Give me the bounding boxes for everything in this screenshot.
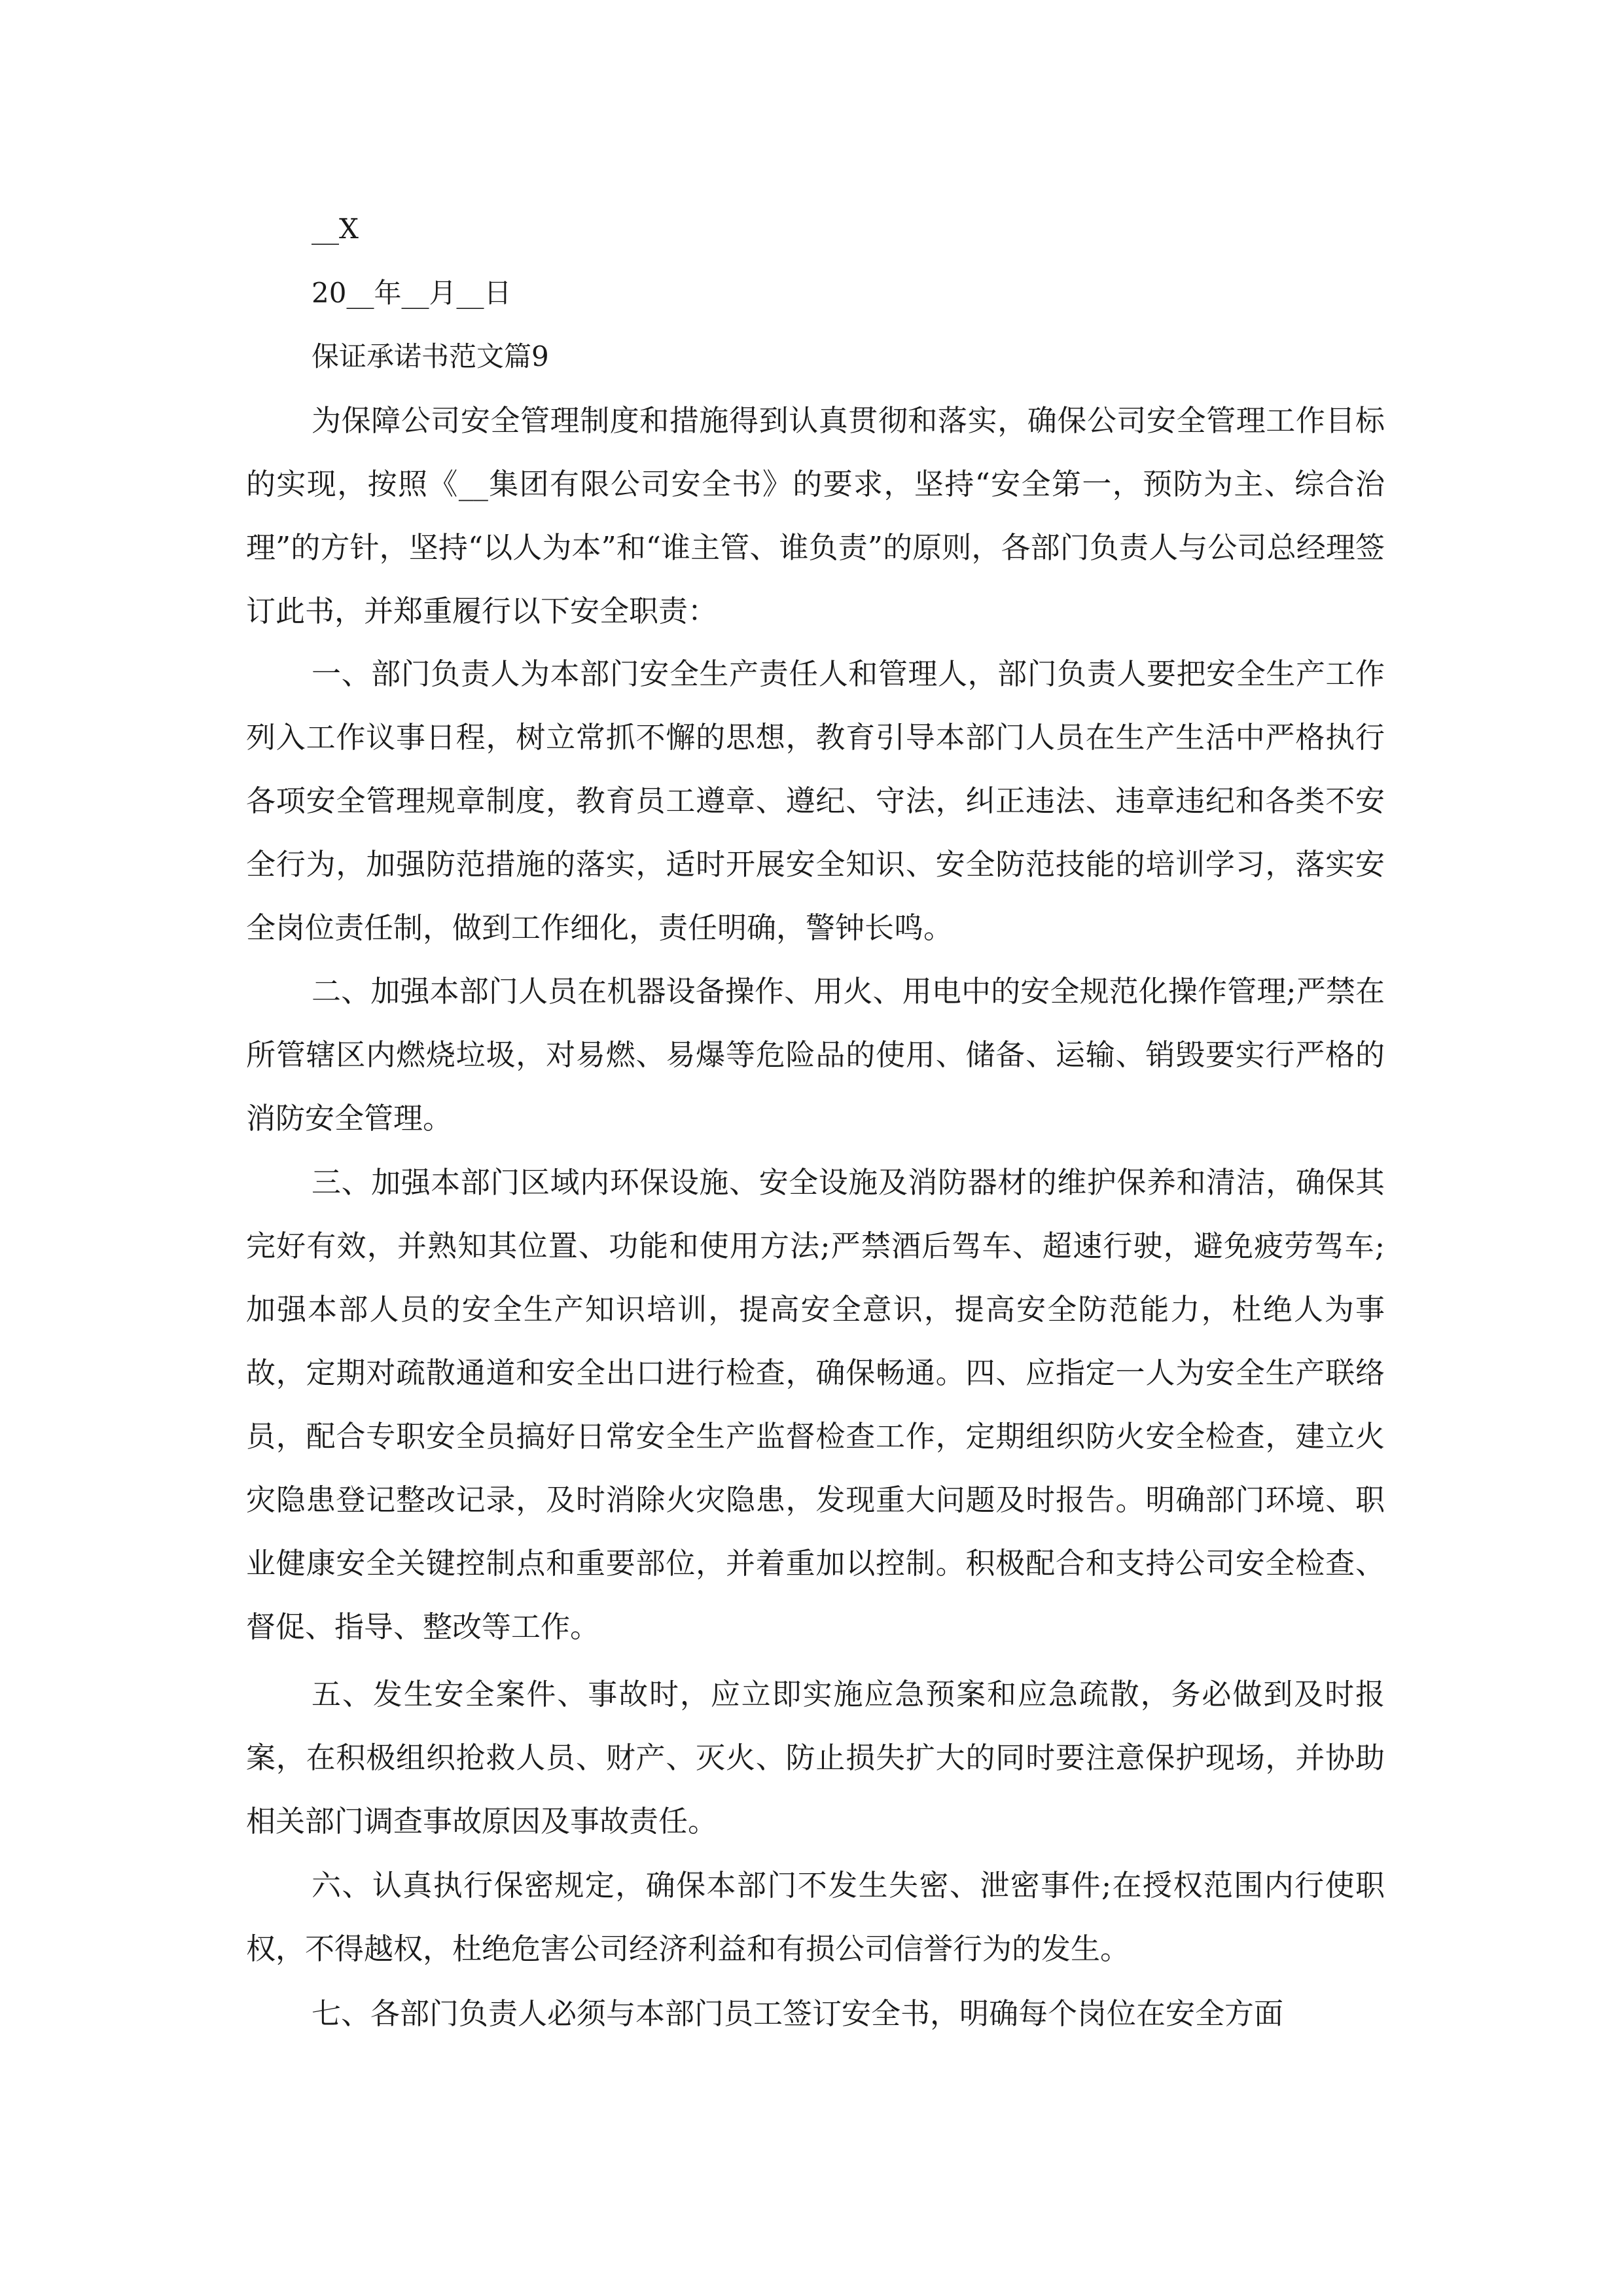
paragraph-item-6: 六、认真执行保密规定，确保本部门不发生失密、泄密事件;在授权范围内行使职权，不得越权，杜绝危害公司经济利益和有损公司信誉行为的发生。 [246,1868,1385,1966]
paragraph-item-2: 二、加强本部门人员在机器设备操作、用火、用电中的安全规范化操作管理;严禁在所管辖区内燃烧垃圾，对易燃、易爆等危险品的使用、储备、运输、销毁要实行严格的消防安全管理。 [246,974,1385,1136]
date-line: 20__年__月__日 [312,277,512,309]
paragraph-item-1: 一、部门负责人为本部门安全生产责任人和管理人，部门负责人要把安全生产工作列入工作议事日程，树立常抓不懈的思想，教育引导本部门人员在生产生活中严格执行各项安全管理规章制度，教育员工遵章、遵纪、守法，纠正违法、违章违纪和各类不安全行为，加强防范措施的落实，适时开展安全知识、安全防范技能的培训学习，落实安全岗位责任制，做到工作细化，责任明确，警钟长鸣。 [246,656,1385,945]
paragraph-item-5: 五、发生安全案件、事故时，应立即实施应急预案和应急疏散，务必做到及时报案，在积极组织抢救人员、财产、灭火、防止损失扩大的同时要注意保护现场，并协助相关部门调查事故原因及事故责任。 [246,1677,1385,1839]
section-title: 保证承诺书范文篇9 [312,340,549,372]
paragraph-item-7: 七、各部门负责人必须与本部门员工签订安全书，明确每个岗位在安全方面 [312,1996,1284,2031]
paragraph-item-3-4: 三、加强本部门区域内环保设施、安全设施及消防器材的维护保养和清洁，确保其完好有效，并熟知其位置、功能和使用方法;严禁酒后驾车、超速行驶，避免疲劳驾车;加强本部人员的安全生产知识培训，提高安全意识，提高安全防范能力，杜绝人为事故，定期对疏散通道和安全出口进行检查，确保畅通。四、应指定一人为安全生产联络员，配合专职安全员搞好日常安全生产监督检查工作，定期组织防火安全检查，建立火灾隐患登记整改记录，及时消除火灾隐患，发现重大问题及时报告。明确部门环境、职业健康安全关键控制点和重要部位，并着重加以控制。积极配合和支持公司安全检查、督促、指导、整改等工作。 [246,1165,1385,1644]
paragraph-intro: 为保障公司安全管理制度和措施得到认真贯彻和落实，确保公司安全管理工作目标的实现，按照《__集团有限公司安全书》的要求，坚持“安全第一，预防为主、综合治理”的方针，坚持“以人为本”和“谁主管、谁负责”的原则，各部门负责人与公司总经理签订此书，并郑重履行以下安全职责： [246,403,1385,628]
signer-line: __X [312,213,359,245]
